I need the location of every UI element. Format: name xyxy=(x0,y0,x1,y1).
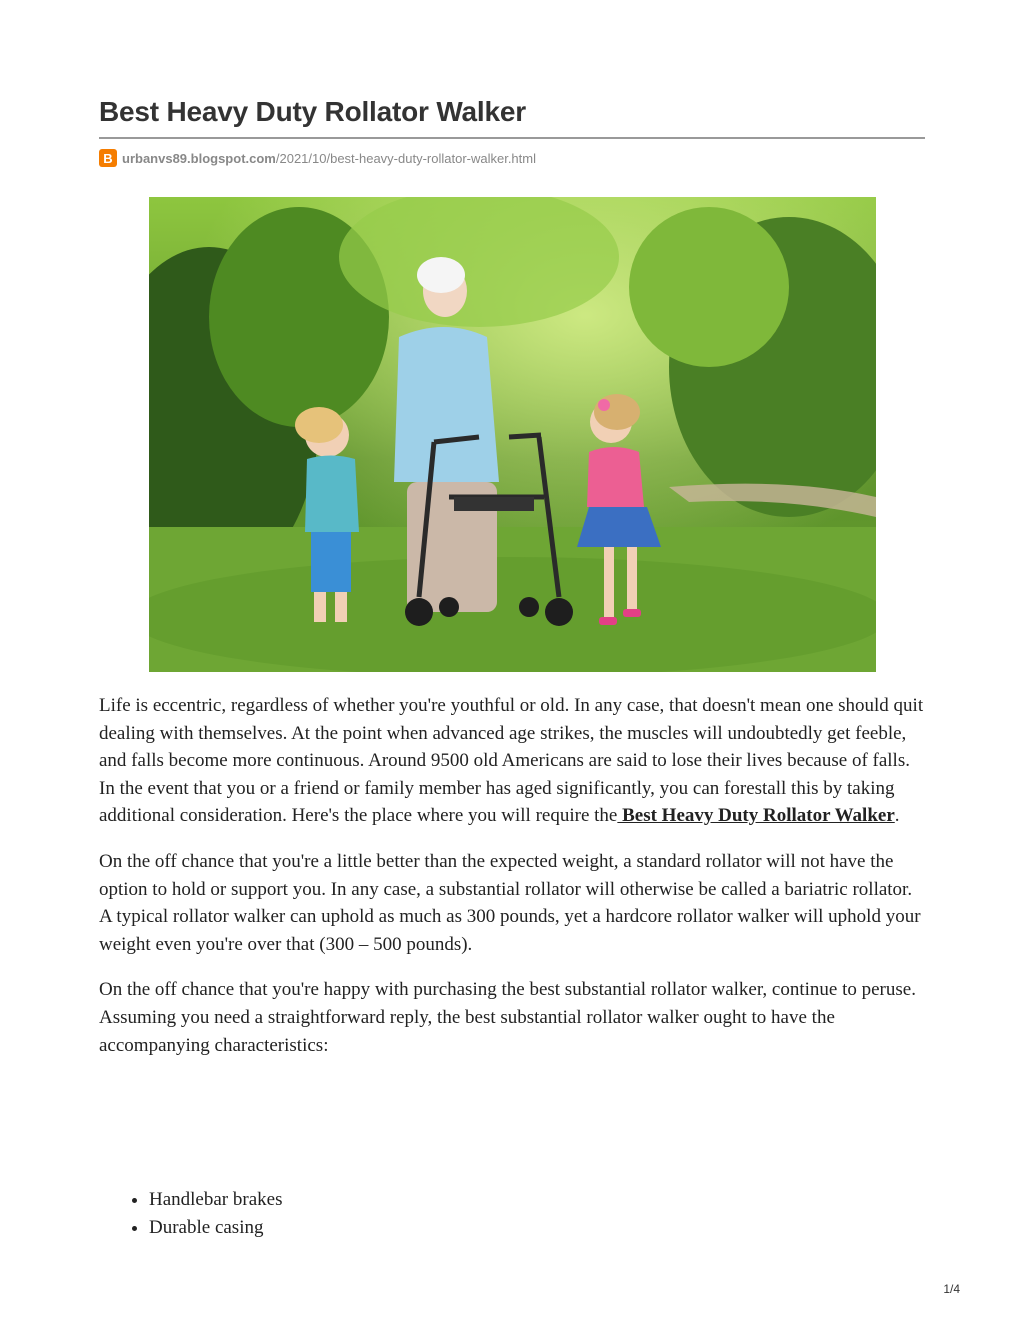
source-line xyxy=(99,148,536,168)
page-title: Best Heavy Duty Rollator Walker xyxy=(99,96,526,127)
page-number: 1/4 xyxy=(943,1282,960,1296)
source-domain: urbanvs89.blogspot.com xyxy=(122,150,276,166)
list-item: • Handlebar brakes xyxy=(149,1186,282,1214)
paragraph-3: On the off chance that you're happy with purchasing the best substantial rollator walker, continue to peruse. Assuming you need a straightforward reply, the best substantial rollator walker ought to have the accompanying characteristics: xyxy=(99,979,916,1056)
article-body xyxy=(99,692,925,1077)
list-item: • Durable casing xyxy=(149,1214,282,1242)
source-link[interactable] xyxy=(122,151,536,166)
blogger-icon: B xyxy=(99,149,117,167)
title-divider xyxy=(99,137,925,139)
source-path: /2021/10/best-heavy-duty-rollator-walker.html xyxy=(275,150,536,166)
hero-image xyxy=(149,197,876,672)
paragraph-2: On the off chance that you're a little better than the expected weight, a standard rollator will not have the option to hold or support you. In any case, a substantial rollator will otherwise be called a bariatric rollator. A typical rollator walker can uphold as much as 300 pounds, yet a hardcore rollator walker will uphold your weight even you're over that (300 – 500 pounds). xyxy=(99,850,921,955)
article-link[interactable]: Best Heavy Duty Rollator Walker xyxy=(617,805,895,827)
paragraph-1: Life is eccentric, regardless of whether you're youthful or old. In any case, that doesn't mean one should quit dealing with themselves. At the point when advanced age strikes, the muscles will undoubtedly get feeble, and falls become more continuous. Around 9500 old Americans are said to lose their lives because of falls. In the event that you or a friend or family member has aged significantly, you can forestall this by taking additional consideration. Here's the place where you will require the Best Heavy Duty Rollator Walker. xyxy=(99,695,924,827)
feature-list xyxy=(99,1186,282,1242)
